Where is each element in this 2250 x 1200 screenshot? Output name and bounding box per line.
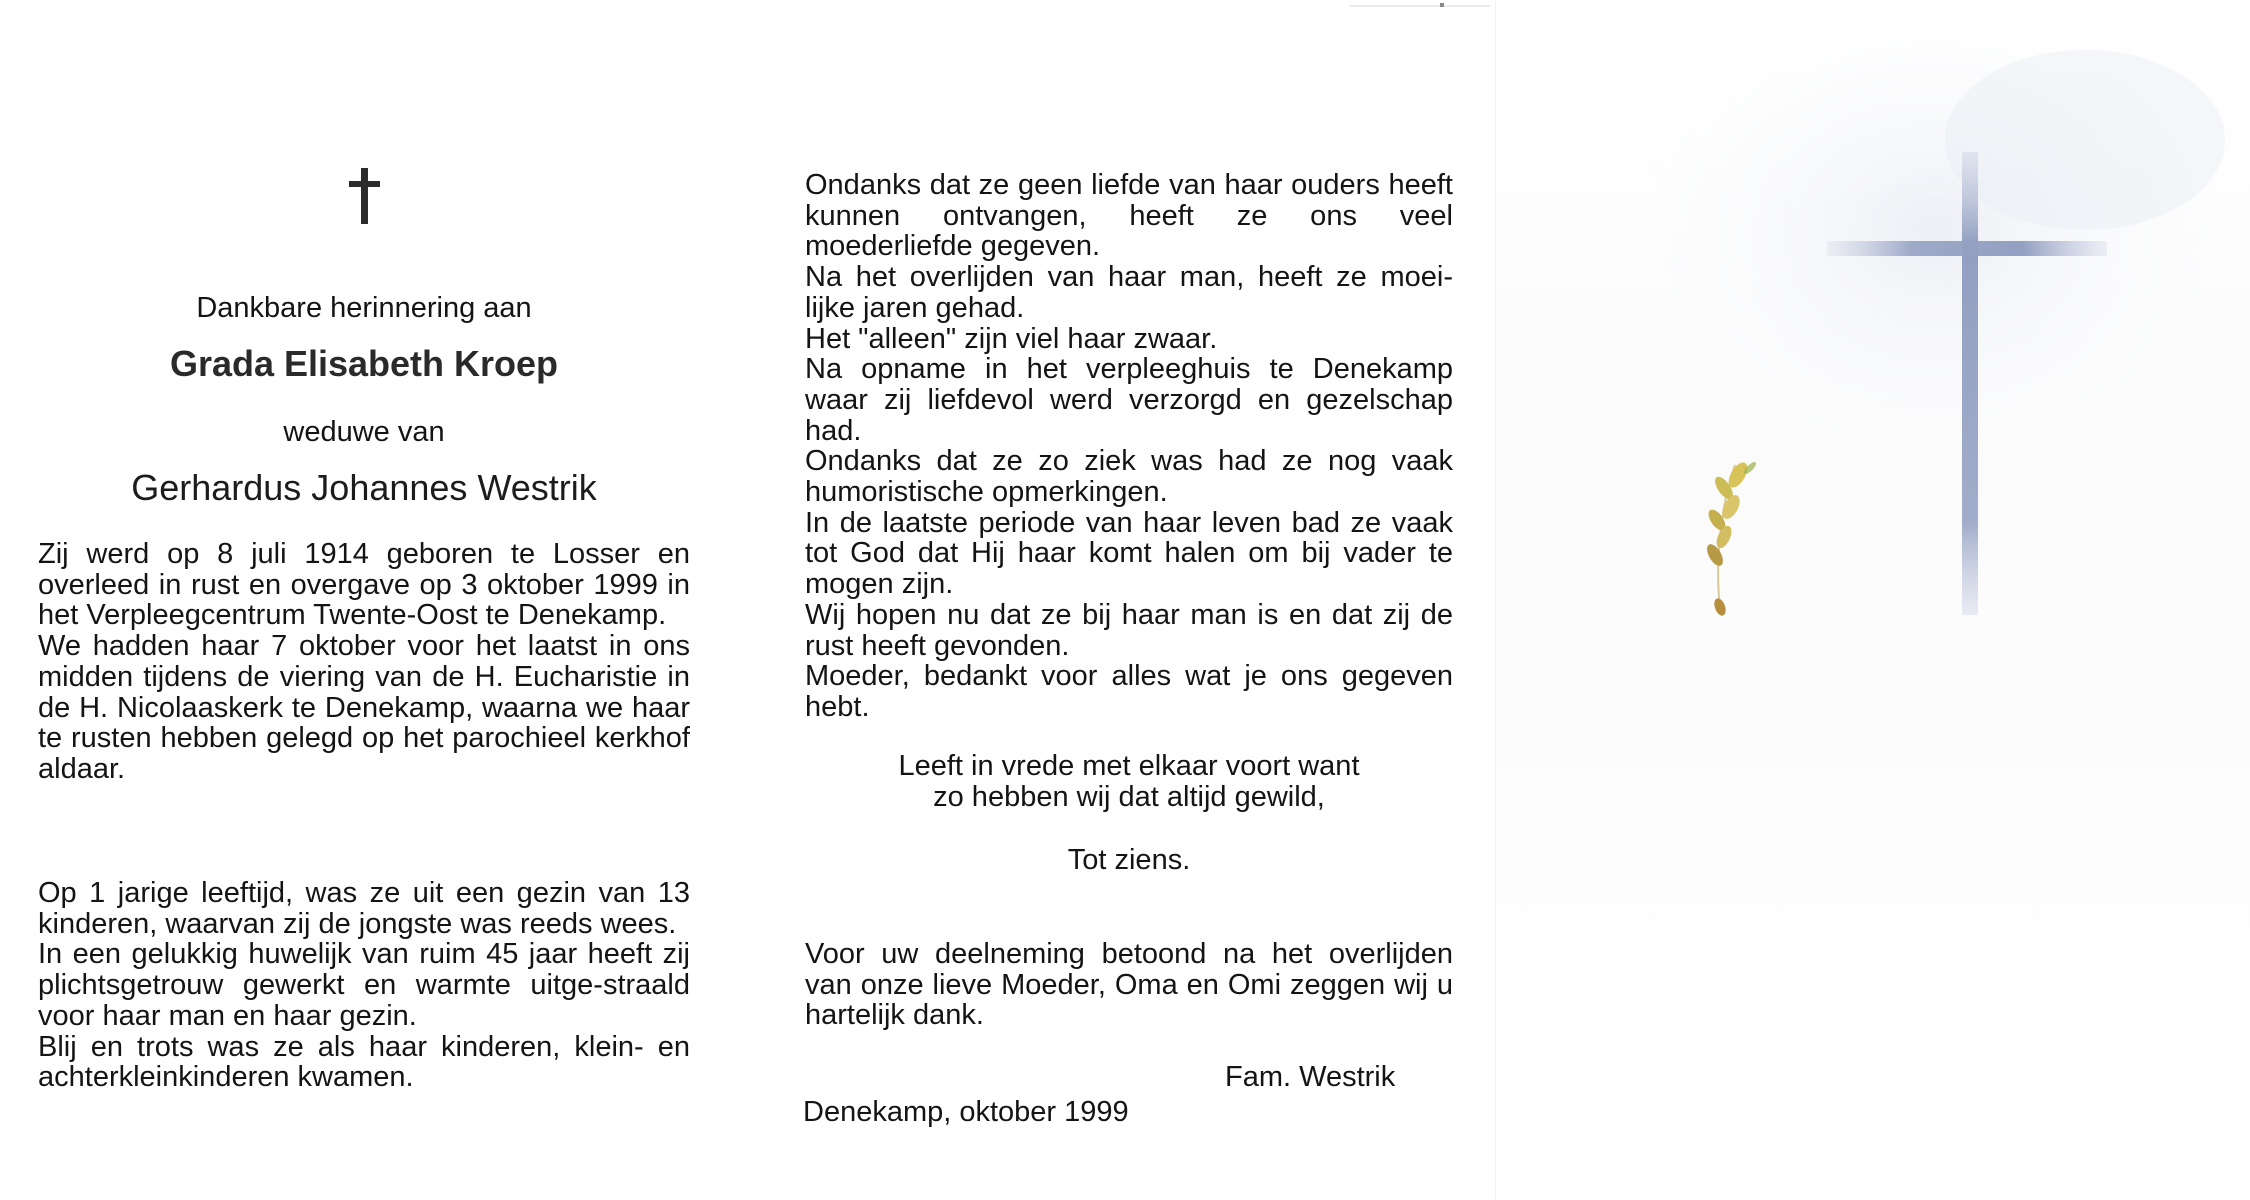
biography-paragraph	[38, 539, 690, 785]
widow-of-label: weduwe van	[283, 416, 445, 448]
scan-mark	[1350, 5, 1490, 7]
tribute-text: Ondanks dat ze geen liefde van haar ouders heeft kunnen ontvangen, heeft ze ons veel moederliefde gegeven. Na het overlijden van haar man, heeft ze moei-lijke jaren gehad. Het "alleen" zijn viel haar zwaar. Na opname in het verpleeghuis te Denekamp waar zij liefdevol werd verzorgd en gezelschap had. Ondanks dat ze zo ziek was had ze nog vaak humoristische opmerkingen. In de laatste periode van haar leven bad ze vaak tot God dat Hij haar komt halen om bij vader te mogen zijn. Wij hopen nu dat ze bij haar man is en dat zij de rust heeft gevonden. Moeder, bedankt voor alles wat je ons gegeven hebt.	[805, 169, 1453, 723]
tribute-paragraph	[805, 170, 1453, 723]
deceased-name: Grada Elisabeth Kroep	[169, 343, 559, 384]
thanks-paragraph	[805, 939, 1453, 1031]
cover-haze-top	[1945, 50, 2225, 230]
goodbye-text: Tot ziens.	[1067, 844, 1191, 876]
intro-text: Dankbare herinnering aan	[196, 292, 532, 324]
life-paragraph	[38, 878, 690, 1093]
wheat-sprig-icon	[1704, 459, 1758, 617]
family-signature: Fam. Westrik	[1225, 1061, 1396, 1093]
thanks-text: Voor uw deelneming betoond na het overlijden van onze lieve Moeder, Oma en Omi zeggen wij u hartelijk dank.	[805, 938, 1453, 1032]
verse-line-2: zo hebben wij dat altijd gewild,	[933, 781, 1325, 813]
cover-illustration	[1495, 0, 2250, 1200]
closing-verse	[805, 751, 1453, 813]
latin-cross-icon	[345, 166, 385, 226]
spouse-name: Gerhardus Johannes Westrik	[131, 467, 597, 508]
scan-mark-dot	[1440, 3, 1444, 7]
place-date: Denekamp, oktober 1999	[803, 1096, 1129, 1128]
verse-line-1: Leeft in vrede met elkaar voort want	[898, 750, 1360, 782]
biography-text: Zij werd op 8 juli 1914 geboren te Losser en overleed in rust en overgave op 3 oktober 1999 in het Verpleegcentrum Twente-Oost te Denekamp. We hadden haar 7 oktober voor het laatst in ons midden tijdens de viering van de H. Eucharistie in de H. Nicolaaskerk te Denekamp, waarna we haar te rusten hebben gelegd op het parochieel kerkhof aldaar.	[38, 538, 690, 785]
life-text: Op 1 jarige leeftijd, was ze uit een gezin van 13 kinderen, waarvan zij de jongste was reeds wees. In een gelukkig huwelijk van ruim 45 jaar heeft zij plichtsgetrouw gewerkt en warmte uitge-straald voor haar man en haar gezin. Blij en trots was ze als haar kinderen, klein- en achterkleinkinderen kwamen.	[38, 877, 690, 1094]
